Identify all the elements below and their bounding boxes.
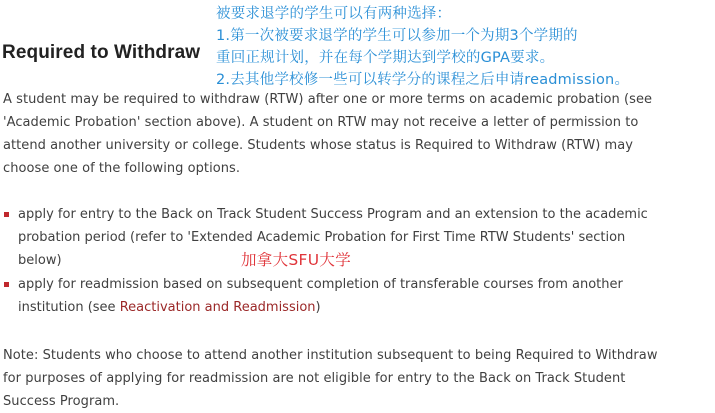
annotation-line-1: 被要求退学的学生可以有两种选择： — [216, 6, 452, 22]
list-item-line: apply for readmission based on subsequent completion of transferable courses from another — [18, 277, 623, 292]
section-heading: Required to Withdraw — [2, 42, 201, 63]
list-item-text: institution (see — [18, 300, 120, 315]
list-item-line: apply for entry to the Back on Track Student Success Program and an extension to the academic — [18, 207, 648, 222]
list-item-line: probation period (refer to 'Extended Academic Probation for First Time RTW Students' section — [18, 230, 626, 245]
intro-paragraph — [3, 88, 652, 180]
paragraph-line: A student may be required to withdraw (RTW) after one or more terms on academic probation (see — [3, 92, 653, 107]
reactivation-readmission-link[interactable]: Reactivation and Readmission — [119, 300, 316, 315]
annotation-line-2: 1.第一次被要求退学的学生可以参加一个为期3个学期的 — [216, 28, 578, 44]
annotation-line-3: 重回正规计划，并在每个学期达到学校的GPA要求。 — [216, 50, 555, 66]
list-item-text: ) — [315, 300, 321, 315]
paragraph-line: choose one of the following options. — [3, 161, 241, 176]
bullet-square-icon — [4, 212, 9, 217]
bullet-square-icon — [4, 282, 9, 287]
list-item — [0, 273, 648, 319]
paragraph-line: for purposes of applying for readmission are not eligible for entry to the Back on Track Student — [3, 371, 626, 386]
paragraph-line: Note: Students who choose to attend another institution subsequent to being Required to Withdraw — [3, 348, 658, 363]
paragraph-line: attend another university or college. Students whose status is Required to Withdraw (RTW) may — [3, 138, 634, 153]
note-paragraph — [3, 344, 658, 413]
paragraph-line: Success Program. — [3, 394, 120, 409]
chinese-annotation-block — [216, 3, 629, 91]
annotation-line-4: 2.去其他学校修一些可以转学分的课程之后申请readmission。 — [216, 72, 630, 88]
school-annotation: 加拿大SFU大学 — [241, 251, 351, 269]
paragraph-line: 'Academic Probation' section above). A student on RTW may not receive a letter of permission to — [3, 115, 639, 130]
list-item-line — [18, 296, 648, 319]
list-item-line: below) — [18, 253, 62, 268]
